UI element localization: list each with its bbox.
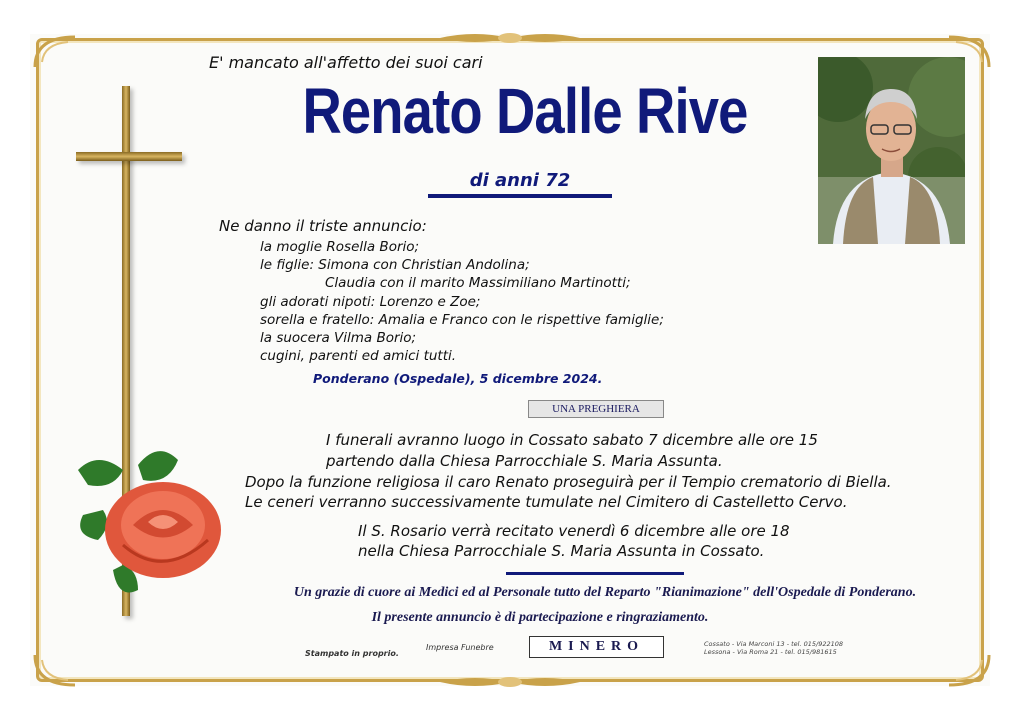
deceased-photo	[818, 57, 965, 244]
thanks-line-2: Il presente annuncio è di partecipazione e ringraziamento.	[371, 610, 709, 625]
rosary-line-2: nella Chiesa Parrocchiale S. Maria Assunta in Cossato.	[358, 542, 765, 560]
family-line: le figlie: Simona con Christian Andolina;	[260, 257, 530, 274]
agency-label: Impresa Funebre	[426, 643, 494, 652]
family-list	[260, 238, 664, 365]
frame-corner-br	[944, 650, 994, 690]
family-line: cugini, parenti ed amici tutti.	[260, 348, 457, 365]
announce-heading: Ne danno il triste annuncio:	[219, 217, 427, 235]
prayer-link[interactable]: UNA PREGHIERA	[528, 400, 664, 418]
agency-logo: MINERO	[529, 636, 664, 658]
family-line: gli adorati nipoti: Lorenzo e Zoe;	[260, 293, 481, 310]
age-underline	[428, 194, 612, 198]
funeral-line-3: Dopo la funzione religiosa il caro Renato proseguirà per il Tempio crematorio di Biella.	[245, 473, 892, 491]
place-date: Ponderano (Ospedale), 5 dicembre 2024.	[313, 371, 603, 386]
intro-text: E' mancato all'affetto dei suoi cari	[209, 53, 483, 72]
thanks-line-1: Un grazie di cuore ai Medici ed al Personale tutto del Reparto "Rianimazione" dell'Ospedale di Ponderano.	[293, 585, 917, 600]
deceased-age: di anni 72	[469, 170, 571, 191]
frame-ornament-top	[440, 30, 580, 46]
family-line: la moglie Rosella Borio;	[260, 239, 420, 255]
agency-contacts	[704, 640, 843, 656]
funeral-line-4: Le ceneri verranno successivamente tumulate nel Cimitero di Castelletto Cervo.	[245, 493, 848, 511]
contact-line: Lessona - Via Roma 21 - tel. 015/981615	[704, 648, 837, 656]
funeral-line-1: I funerali avranno luogo in Cossato sabato 7 dicembre alle ore 15	[326, 431, 818, 449]
family-line: la suocera Vilma Borio;	[260, 330, 417, 347]
frame-corner-tl	[30, 32, 80, 72]
funeral-line-2: partendo dalla Chiesa Parrocchiale S. Maria Assunta.	[326, 452, 723, 470]
printed-note: Stampato in proprio.	[305, 649, 399, 658]
cross-horizontal	[76, 152, 182, 161]
family-line: Claudia con il marito Massimiliano Martinotti;	[325, 275, 631, 292]
rosary-line-1: Il S. Rosario verrà recitato venerdì 6 dicembre alle ore 18	[358, 522, 790, 540]
family-line: sorella e fratello: Amalia e Franco con le rispettive famiglie;	[260, 311, 664, 328]
frame-ornament-bottom	[440, 674, 580, 690]
section-divider	[506, 572, 684, 575]
frame-corner-bl	[30, 650, 80, 690]
deceased-name: Renato Dalle Rive	[302, 75, 748, 147]
contact-line: Cossato - Via Marconi 13 - tel. 015/922108	[704, 640, 844, 648]
